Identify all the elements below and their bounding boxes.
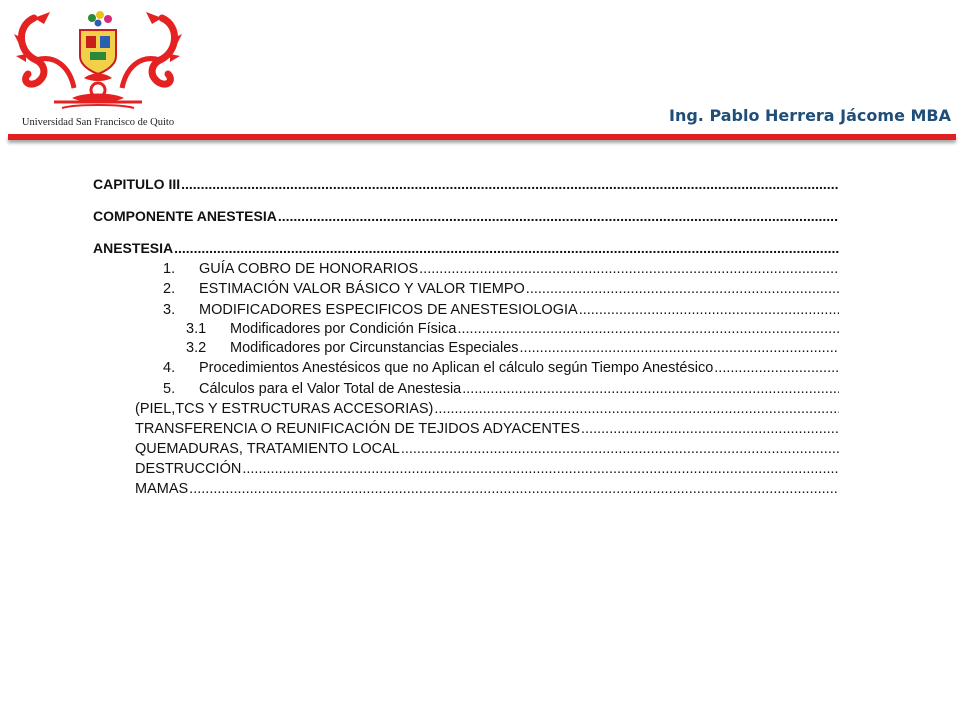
toc-entry-number: 4. <box>163 360 176 376</box>
toc-entry <box>93 477 839 497</box>
leader-dots <box>174 240 839 256</box>
toc-entry <box>93 192 839 224</box>
toc-entry-text: DESTRUCCIÓN <box>135 460 242 477</box>
leader-dots <box>579 302 839 318</box>
toc-entry <box>93 397 839 417</box>
university-logo <box>14 8 182 132</box>
leader-dots <box>278 208 839 224</box>
toc-entry-text: Procedimientos Anestésicos que no Aplican el cálculo según Tiempo Anestésico <box>199 360 714 376</box>
toc-entry <box>93 376 839 397</box>
leader-dots <box>462 381 839 397</box>
toc-entry-text: QUEMADURAS, TRATAMIENTO LOCAL <box>135 440 400 457</box>
toc-entry <box>93 337 839 356</box>
toc-entry <box>93 224 839 256</box>
toc-entry-text: Cálculos para el Valor Total de Anestesia <box>199 380 462 397</box>
toc-entry-number: 2. <box>163 281 176 297</box>
toc-entry-number: 1. <box>163 260 176 277</box>
toc-entry-text: ANESTESIA <box>93 240 174 256</box>
toc-entry <box>93 256 839 277</box>
leader-dots <box>526 281 839 297</box>
leader-dots <box>419 261 839 277</box>
author-name: Ing. Pablo Herrera Jácome MBA <box>669 106 951 125</box>
toc-entry <box>93 172 839 192</box>
toc-entry-text: Modificadores por Circunstancias Especiales <box>230 339 519 356</box>
leader-dots <box>520 340 839 356</box>
toc-entry <box>93 417 839 437</box>
toc-entry-text: (PIEL,TCS Y ESTRUCTURAS ACCESORIAS) <box>135 400 434 417</box>
leader-dots <box>714 360 839 376</box>
toc-entry <box>93 356 839 377</box>
toc-entry <box>93 437 839 457</box>
institution-name: Universidad San Francisco de Quito <box>21 117 175 128</box>
toc-entry-text: MAMAS <box>135 480 189 497</box>
toc-entry-text: TRANSFERENCIA O REUNIFICACIÓN DE TEJIDOS ADYACENTES <box>135 420 581 437</box>
toc-entry-text: GUÍA COBRO DE HONORARIOS <box>199 260 419 277</box>
toc-entry-text: ESTIMACIÓN VALOR BÁSICO Y VALOR TIEMPO <box>199 281 525 297</box>
toc-entry-number: 5. <box>163 380 176 397</box>
toc-entry-text: COMPONENTE ANESTESIA <box>93 208 277 224</box>
toc-entry-text: MODIFICADORES ESPECIFICOS DE ANESTESIOLOGIA <box>199 301 578 318</box>
leader-dots <box>242 461 839 477</box>
toc-entry-number: 3.1 <box>186 320 207 337</box>
toc-entry-number: 3.2 <box>186 339 207 356</box>
leader-dots <box>457 321 839 337</box>
leader-dots <box>189 481 839 497</box>
toc-entry <box>93 297 839 318</box>
header-divider <box>8 134 956 140</box>
toc-entry <box>93 457 839 477</box>
leader-dots <box>434 401 839 417</box>
toc-entry-number: 3. <box>163 301 176 318</box>
leader-dots <box>181 176 839 192</box>
leader-dots <box>581 421 839 437</box>
dragon-crest-icon <box>14 8 182 118</box>
toc-entry <box>93 277 839 298</box>
toc-entry <box>93 318 839 337</box>
table-of-contents <box>93 172 839 497</box>
leader-dots <box>401 441 839 457</box>
toc-entry-text: CAPITULO III <box>93 176 181 192</box>
toc-entry-text: Modificadores por Condición Física <box>230 320 457 337</box>
